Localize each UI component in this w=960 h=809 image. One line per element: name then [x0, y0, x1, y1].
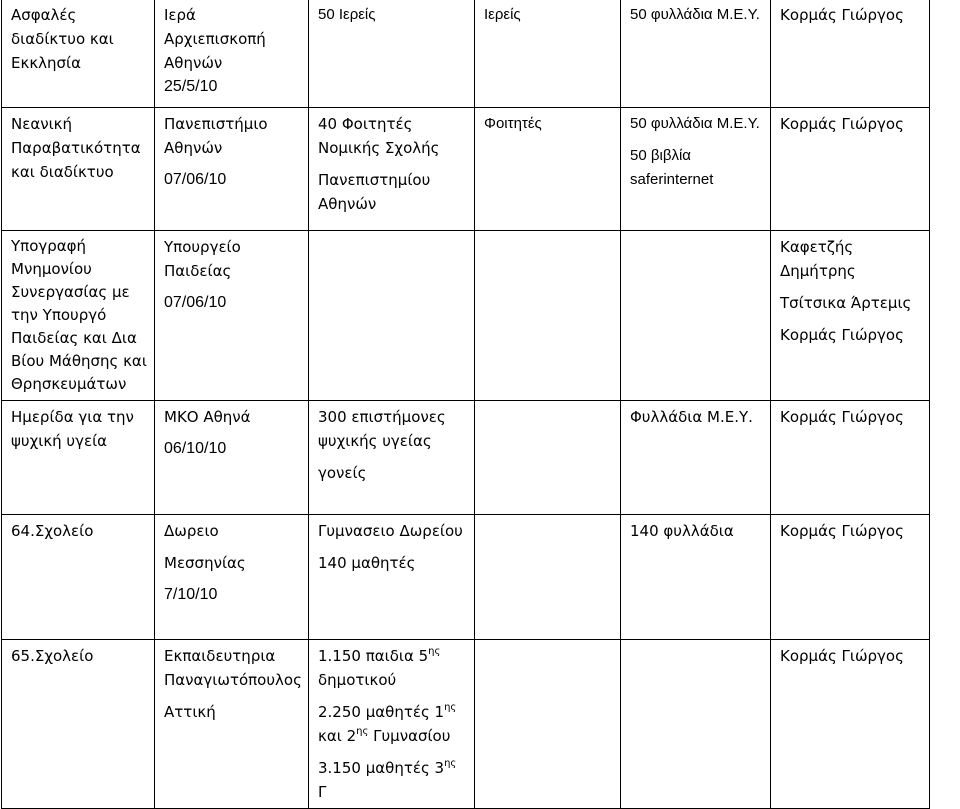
venue-cell: Υπουργείο Παιδείας 07/06/10 — [155, 231, 309, 401]
venue-cell: Πανεπιστήμιο Αθηνών 07/06/10 — [155, 108, 309, 231]
events-table — [1, 0, 930, 809]
audience-cell — [475, 401, 621, 515]
topic-cell: 64.Σχολείο — [2, 515, 155, 640]
table-row — [2, 401, 930, 515]
table-row — [2, 108, 930, 231]
participants-cell: 50 Ιερείς — [309, 0, 475, 108]
venue-cell: ΜΚΟ Αθηνά 06/10/10 — [155, 401, 309, 515]
audience-cell — [475, 231, 621, 401]
topic-cell: 65.Σχολείο — [2, 640, 155, 809]
audience-cell: Ιερείς — [475, 0, 621, 108]
audience-cell: Φοιτητές — [475, 108, 621, 231]
topic-cell: Νεανική Παραβατικότητα και διαδίκτυο — [2, 108, 155, 231]
speakers-cell: Κορμάς Γιώργος — [771, 108, 930, 231]
speakers-cell: Κορμάς Γιώργος — [771, 0, 930, 108]
table-row — [2, 231, 930, 401]
participants-cell: Γυμνασειο Δωρείου 140 μαθητές — [309, 515, 475, 640]
venue-cell: Εκπαιδευτηρια Παναγιωτόπουλος Αττική — [155, 640, 309, 809]
participants-cell: 40 Φοιτητές Νομικής Σχολής Πανεπιστημίου Αθηνών — [309, 108, 475, 231]
participants-cell: 300 επιστήμονες ψυχικής υγείας γονείς — [309, 401, 475, 515]
material-cell: 50 φυλλάδια Μ.Ε.Υ. — [621, 0, 771, 108]
venue-cell: Ιερά Αρχιεπισκοπή Αθηνών 25/5/10 — [155, 0, 309, 108]
participants-cell: 1.150 παιδια $5^{\eta\varsigma}$ δημοτικού 2.250 μαθητές $1^{\eta\varsigma}$ και $2^{\eta\varsigma}$ Γυμνασίου 3.150 μαθητές $3^{\eta\varsigma}$ Γ — [309, 640, 475, 809]
table-row — [2, 0, 930, 108]
topic-cell: Υπογραφή Μνημονίου Συνεργασίας με την Υπουργό Παιδείας και Δια Βίου Μάθησης και Θρησκευμάτων — [2, 231, 155, 401]
table-row — [2, 640, 930, 809]
topic-cell: Ημερίδα για την ψυχική υγεία — [2, 401, 155, 515]
speakers-cell: Κορμάς Γιώργος — [771, 515, 930, 640]
material-cell — [621, 231, 771, 401]
speakers-cell: Κορμάς Γιώργος — [771, 640, 930, 809]
material-cell — [621, 640, 771, 809]
audience-cell — [475, 515, 621, 640]
audience-cell — [475, 640, 621, 809]
speakers-cell: Κορμάς Γιώργος — [771, 401, 930, 515]
venue-cell: Δωρειο Μεσσηνίας 7/10/10 — [155, 515, 309, 640]
material-cell: 50 φυλλάδια Μ.Ε.Υ. 50 βιβλία saferinternet — [621, 108, 771, 231]
table-row — [2, 515, 930, 640]
speakers-cell: Καφετζής Δημήτρης Τσίτσικα Άρτεμις Κορμάς Γιώργος — [771, 231, 930, 401]
participants-cell — [309, 231, 475, 401]
material-cell: 140 φυλλάδια — [621, 515, 771, 640]
topic-cell: Ασφαλές διαδίκτυο και Εκκλησία — [2, 0, 155, 108]
material-cell: Φυλλάδια Μ.Ε.Υ. — [621, 401, 771, 515]
